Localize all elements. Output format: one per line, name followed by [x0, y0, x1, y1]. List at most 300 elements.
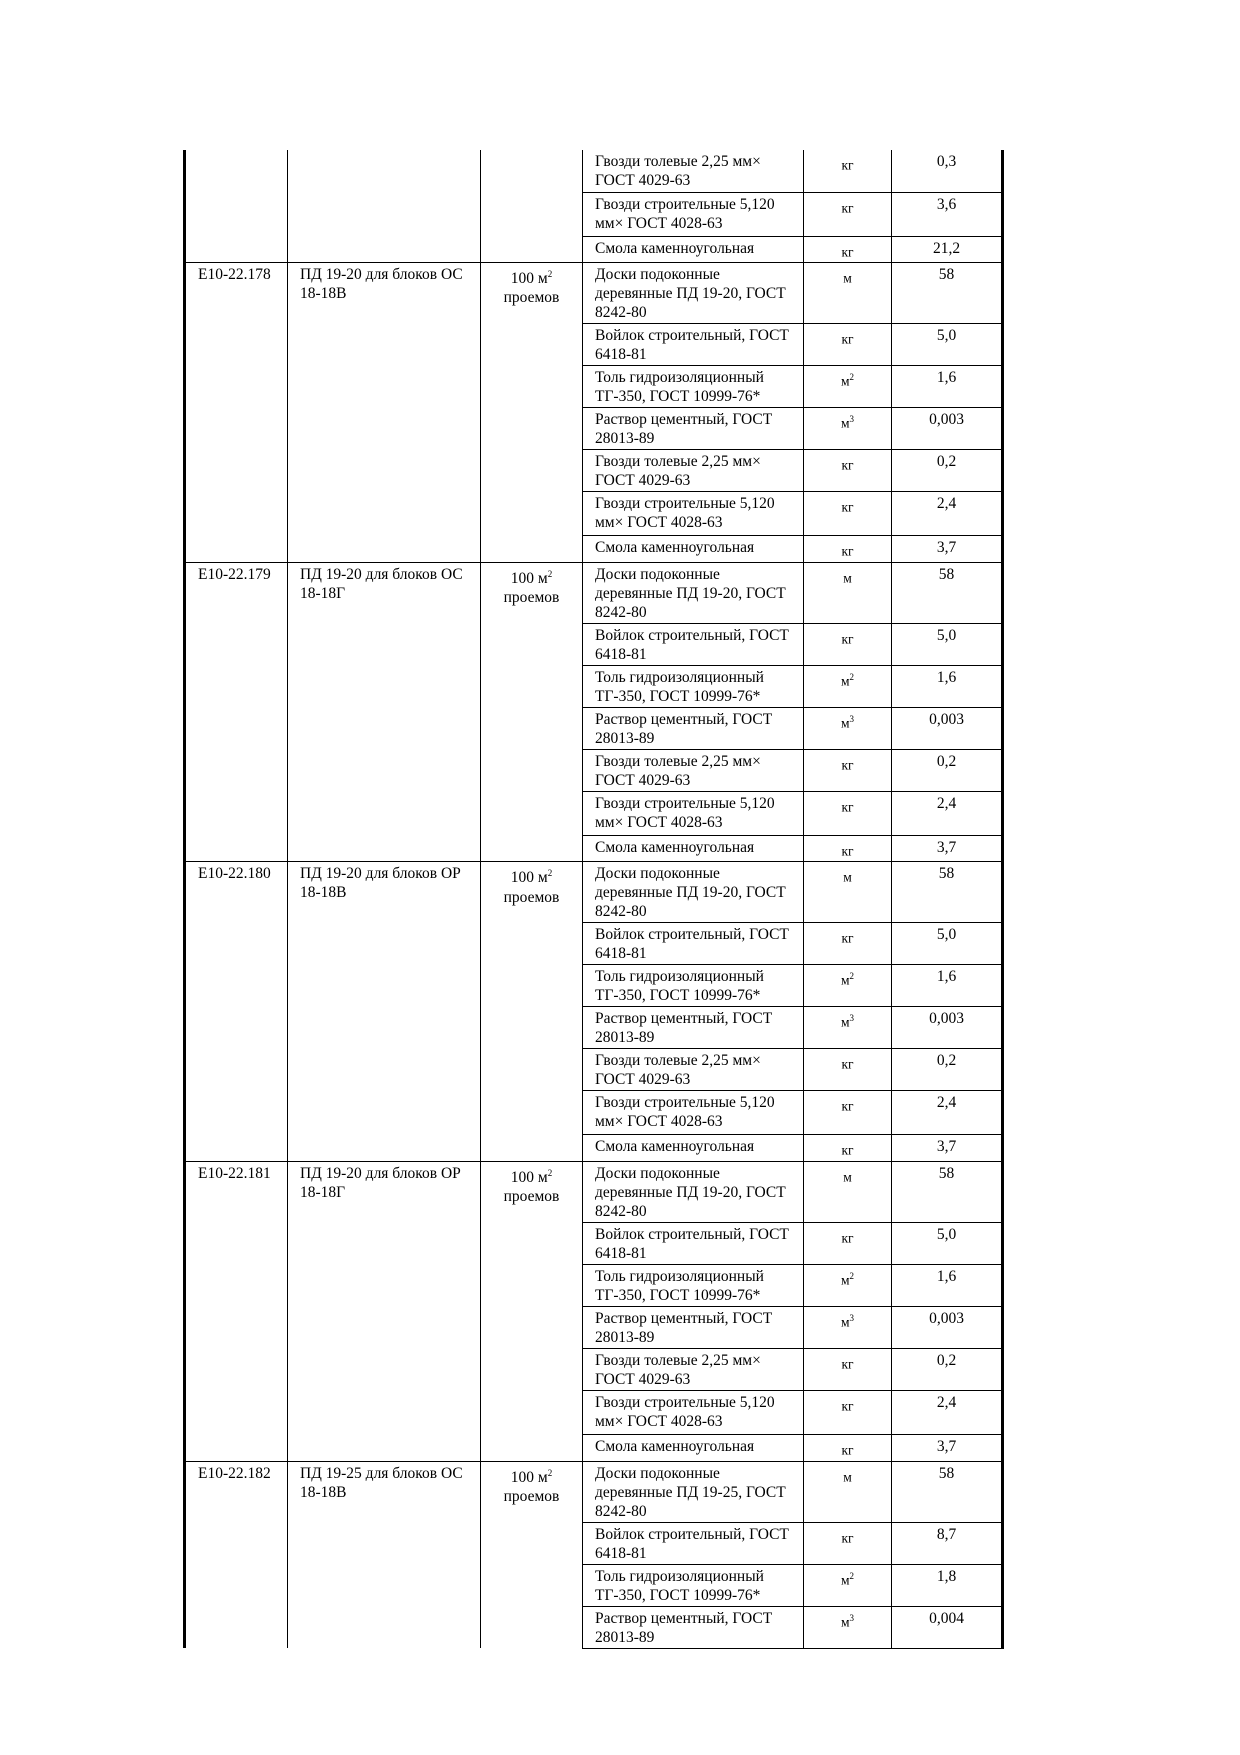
table-row: [185, 1349, 1003, 1391]
material-unit-cell: [804, 450, 892, 492]
material-unit-cell: [804, 835, 892, 862]
measure-unit-line2: проемов: [503, 588, 560, 606]
quantity-cell: [892, 791, 1003, 835]
work-name-cell: [288, 1307, 481, 1349]
quantity-cell: [892, 536, 1003, 563]
material-unit: м: [840, 1014, 850, 1030]
norm-code-cell: [185, 862, 288, 923]
norm-code-cell: [185, 450, 288, 492]
material-unit: кг: [841, 331, 854, 347]
material-unit: кг: [841, 200, 854, 215]
table-row: [185, 324, 1003, 366]
material-unit-cell: [804, 707, 892, 749]
table-row: [185, 835, 1003, 862]
work-name-cell: [288, 749, 481, 791]
material-name: Доски подоконные деревянные ПД 19-20, ГОСТ 8242-80: [595, 1165, 786, 1221]
work-name-cell: [288, 324, 481, 366]
quantity-cell: [892, 492, 1003, 536]
norm-code-cell: [185, 791, 288, 835]
material-cell: [583, 1349, 804, 1391]
table-row: [185, 1391, 1003, 1435]
quantity-cell: [892, 1461, 1003, 1522]
material-cell: [583, 749, 804, 791]
norm-code-cell: [185, 1461, 288, 1522]
table-row: [185, 965, 1003, 1007]
quantity-value: 0,3: [936, 153, 957, 170]
work-name-cell: [288, 1461, 481, 1522]
measure-unit-cell: [481, 1091, 583, 1135]
quantity-value: 0,003: [929, 1310, 964, 1328]
work-name-cell: [288, 492, 481, 536]
material-unit: м: [840, 972, 850, 988]
work-name-cell: [288, 1091, 481, 1135]
norm-code-cell: [185, 1522, 288, 1564]
work-name-cell: [288, 192, 481, 236]
norm-code-cell: [185, 1435, 288, 1462]
measure-unit-cell: [481, 1349, 583, 1391]
norm-code: Е10-22.180: [198, 865, 271, 883]
material-cell: [583, 1606, 804, 1648]
quantity-value: 2,4: [936, 794, 957, 812]
material-unit-cell: [804, 492, 892, 536]
material-unit-cell: [804, 1007, 892, 1049]
material-name: Доски подоконные деревянные ПД 19-20, ГОСТ 8242-80: [595, 865, 786, 921]
quantity-cell: [892, 192, 1003, 236]
norm-code-cell: [185, 623, 288, 665]
material-unit-sup: 2: [849, 671, 855, 682]
table-row: [185, 1564, 1003, 1606]
norm-code-cell: [185, 1049, 288, 1091]
quantity-value: 3,7: [936, 1438, 957, 1456]
quantity-cell: [892, 366, 1003, 408]
work-name-cell: [288, 707, 481, 749]
work-name-cell: [288, 862, 481, 923]
work-name-cell: [288, 1564, 481, 1606]
material-unit: кг: [841, 757, 854, 773]
quantity-value: 1,8: [936, 1567, 957, 1585]
quantity-cell: [892, 923, 1003, 965]
norm-code: Е10-22.182: [198, 1464, 271, 1482]
material-unit-cell: [804, 1461, 892, 1522]
table-row: [185, 1135, 1003, 1162]
work-name-cell: [288, 236, 481, 263]
material-name: Смола каменноугольная: [595, 838, 755, 856]
table-row: [185, 450, 1003, 492]
table-row: [185, 1265, 1003, 1307]
measure-unit-cell: [481, 562, 583, 623]
material-unit-cell: [804, 1135, 892, 1162]
material-unit: м: [843, 270, 852, 286]
norm-code-cell: [185, 965, 288, 1007]
material-cell: [583, 1049, 804, 1091]
quantity-cell: [892, 665, 1003, 707]
quantity-value: 1,6: [936, 668, 957, 686]
norm-code-cell: [185, 236, 288, 263]
material-name: Смола каменноугольная: [595, 1438, 755, 1456]
quantity-value: 58: [938, 1464, 955, 1482]
work-name-cell: [288, 1522, 481, 1564]
work-name-cell: [288, 263, 481, 324]
work-name-cell: [288, 1162, 481, 1223]
work-name-cell: [288, 1049, 481, 1091]
material-unit-cell: [804, 263, 892, 324]
table-row: [185, 1223, 1003, 1265]
norm-code-cell: [185, 324, 288, 366]
norm-code-cell: [185, 408, 288, 450]
material-name: Доски подоконные деревянные ПД 19-20, ГОСТ 8242-80: [595, 266, 786, 322]
material-name: Доски подоконные деревянные ПД 19-25, ГОСТ 8242-80: [595, 1464, 786, 1520]
material-unit: м: [840, 1614, 850, 1630]
material-unit-cell: [804, 665, 892, 707]
quantity-value: 5,0: [936, 926, 957, 944]
material-unit-sup: 2: [849, 372, 855, 383]
material-cell: [583, 791, 804, 835]
table-row: [185, 791, 1003, 835]
measure-unit-sup: 2: [547, 868, 553, 879]
work-name: ПД 19-25 для блоков ОС 18-18В: [300, 1464, 463, 1501]
material-name: Раствор цементный, ГОСТ 28013-89: [595, 710, 773, 747]
quantity-cell: [892, 749, 1003, 791]
material-name: Гвозди строительные 5,120 мм× ГОСТ 4028-63: [595, 495, 775, 532]
material-unit: кг: [841, 244, 854, 259]
material-cell: [583, 492, 804, 536]
norm-code-cell: [185, 1391, 288, 1435]
material-unit-cell: [804, 862, 892, 923]
material-cell: [583, 366, 804, 408]
material-unit-sup: 2: [849, 971, 855, 982]
norm-code-cell: [185, 1007, 288, 1049]
material-cell: [583, 236, 804, 263]
material-unit: кг: [841, 930, 854, 946]
quantity-cell: [892, 1162, 1003, 1223]
material-unit-cell: [804, 1522, 892, 1564]
material-cell: [583, 1522, 804, 1564]
material-unit: м: [843, 1469, 852, 1485]
material-cell: [583, 324, 804, 366]
material-unit-cell: [804, 236, 892, 263]
measure-unit-sup: 2: [547, 568, 553, 579]
table-row: [185, 1307, 1003, 1349]
work-name: ПД 19-20 для блоков ОР 18-18Г: [300, 1165, 461, 1202]
material-unit: м: [843, 1169, 852, 1185]
work-name-cell: [288, 1606, 481, 1648]
table-row: [185, 492, 1003, 536]
work-name-cell: [288, 408, 481, 450]
measure-unit: 100 м: [510, 1468, 548, 1486]
work-name-cell: [288, 450, 481, 492]
table-row: [185, 236, 1003, 263]
measure-unit-line2: проемов: [503, 1188, 560, 1206]
measure-unit-cell: [481, 623, 583, 665]
material-unit-cell: [804, 150, 892, 192]
quantity-cell: [892, 862, 1003, 923]
material-cell: [583, 707, 804, 749]
quantity-value: 2,4: [936, 495, 957, 513]
measure-unit-cell: [481, 1522, 583, 1564]
material-cell: [583, 192, 804, 236]
table-row: [185, 749, 1003, 791]
material-unit: кг: [841, 1356, 854, 1372]
measure-unit-line2: проемов: [503, 888, 560, 906]
measure-unit: 100 м: [510, 1169, 548, 1187]
work-name-cell: [288, 150, 481, 192]
table-row: [185, 1606, 1003, 1648]
table-row: [185, 1461, 1003, 1522]
quantity-cell: [892, 1049, 1003, 1091]
material-name: Гвозди толевые 2,25 мм× ГОСТ 4029-63: [595, 453, 761, 490]
table-row: [185, 1007, 1003, 1049]
work-name-cell: [288, 965, 481, 1007]
norm-code-cell: [185, 1091, 288, 1135]
material-unit: кг: [841, 1142, 854, 1158]
material-unit: м: [843, 570, 852, 586]
quantity-value: 58: [938, 1165, 955, 1183]
measure-unit-cell: [481, 965, 583, 1007]
material-name: Гвозди толевые 2,25 мм× ГОСТ 4029-63: [595, 1052, 761, 1089]
material-unit: кг: [841, 843, 854, 859]
measure-unit-cell: [481, 862, 583, 923]
norm-code: Е10-22.178: [198, 266, 271, 284]
material-name: Гвозди толевые 2,25 мм× ГОСТ 4029-63: [595, 1352, 761, 1389]
quantity-cell: [892, 1435, 1003, 1462]
table-row: [185, 408, 1003, 450]
norm-code-cell: [185, 1564, 288, 1606]
table-row: [185, 923, 1003, 965]
material-cell: [583, 536, 804, 563]
work-name: ПД 19-20 для блоков ОР 18-18В: [300, 865, 461, 902]
norms-table: [183, 150, 1004, 1649]
material-name: Смола каменноугольная: [595, 539, 755, 557]
quantity-value: 1,6: [936, 968, 957, 986]
material-name: Смола каменноугольная: [595, 239, 755, 257]
quantity-cell: [892, 1564, 1003, 1606]
material-name: Доски подоконные деревянные ПД 19-20, ГОСТ 8242-80: [595, 565, 786, 621]
table-row: [185, 1162, 1003, 1223]
quantity-value: 3,7: [936, 838, 957, 856]
measure-unit-cell: [481, 665, 583, 707]
table-row: [185, 150, 1003, 192]
quantity-value: 3,7: [936, 1138, 957, 1156]
quantity-cell: [892, 408, 1003, 450]
table-row: [185, 366, 1003, 408]
quantity-value: 5,0: [936, 1226, 957, 1244]
table-row: [185, 665, 1003, 707]
measure-unit-cell: [481, 263, 583, 324]
quantity-cell: [892, 150, 1003, 192]
measure-unit-cell: [481, 1564, 583, 1606]
quantity-cell: [892, 1007, 1003, 1049]
work-name-cell: [288, 1265, 481, 1307]
material-unit-cell: [804, 324, 892, 366]
material-unit-cell: [804, 1391, 892, 1435]
quantity-value: 0,003: [929, 1010, 964, 1028]
material-cell: [583, 263, 804, 324]
measure-unit-cell: [481, 749, 583, 791]
quantity-value: 0,004: [929, 1609, 964, 1627]
norm-code-cell: [185, 665, 288, 707]
material-cell: [583, 562, 804, 623]
material-name: Войлок строительный, ГОСТ 6418-81: [595, 626, 789, 663]
material-unit: кг: [841, 1530, 854, 1546]
measure-unit-line2: проемов: [503, 289, 560, 307]
measure-unit: 100 м: [510, 270, 548, 288]
measure-unit-cell: [481, 1135, 583, 1162]
material-cell: [583, 1461, 804, 1522]
norm-code-cell: [185, 263, 288, 324]
quantity-cell: [892, 1223, 1003, 1265]
material-unit-cell: [804, 965, 892, 1007]
measure-unit-cell: [481, 1049, 583, 1091]
material-unit-cell: [804, 1349, 892, 1391]
material-name: Толь гидроизоляционный ТГ-350, ГОСТ 10999-76*: [595, 1567, 764, 1604]
material-cell: [583, 1135, 804, 1162]
material-unit-cell: [804, 1307, 892, 1349]
quantity-value: 0,2: [936, 752, 957, 770]
material-unit-cell: [804, 1435, 892, 1462]
measure-unit-sup: 2: [547, 1467, 553, 1478]
norm-code-cell: [185, 923, 288, 965]
material-unit: кг: [841, 631, 854, 647]
work-name-cell: [288, 1349, 481, 1391]
material-name: Раствор цементный, ГОСТ 28013-89: [595, 1010, 773, 1047]
work-name-cell: [288, 1391, 481, 1435]
norm-code-cell: [185, 1349, 288, 1391]
work-name-cell: [288, 791, 481, 835]
quantity-value: 5,0: [936, 327, 957, 345]
material-name: Раствор цементный, ГОСТ 28013-89: [595, 411, 773, 448]
quantity-value: 1,6: [936, 369, 957, 387]
table-row: [185, 536, 1003, 563]
measure-unit-cell: [481, 1435, 583, 1462]
material-unit: кг: [841, 457, 854, 473]
measure-unit-cell: [481, 408, 583, 450]
norm-code-cell: [185, 1223, 288, 1265]
material-unit-cell: [804, 562, 892, 623]
table-row: [185, 562, 1003, 623]
quantity-value: 58: [938, 565, 955, 583]
material-unit-sup: 2: [849, 1570, 855, 1581]
quantity-value: 5,0: [936, 626, 957, 644]
material-cell: [583, 862, 804, 923]
material-unit: кг: [841, 1098, 854, 1114]
table-row: [185, 1522, 1003, 1564]
material-unit-cell: [804, 1564, 892, 1606]
quantity-cell: [892, 1307, 1003, 1349]
quantity-cell: [892, 1091, 1003, 1135]
material-unit-cell: [804, 366, 892, 408]
work-name-cell: [288, 562, 481, 623]
quantity-cell: [892, 450, 1003, 492]
material-unit-sup: 3: [849, 414, 855, 425]
measure-unit-line2: проемов: [503, 1487, 560, 1505]
measure-unit-cell: [481, 1461, 583, 1522]
quantity-value: 2,4: [936, 1094, 957, 1112]
material-name: Гвозди строительные 5,120 мм× ГОСТ 4028-63: [595, 794, 775, 831]
material-name: Войлок строительный, ГОСТ 6418-81: [595, 926, 789, 963]
quantity-value: 3,7: [936, 539, 957, 557]
measure-unit-cell: [481, 1265, 583, 1307]
material-cell: [583, 1162, 804, 1223]
material-cell: [583, 1223, 804, 1265]
quantity-value: 3,6: [936, 195, 957, 213]
norm-code: Е10-22.179: [198, 565, 271, 583]
work-name-cell: [288, 835, 481, 862]
quantity-value: 0,2: [936, 1352, 957, 1370]
norm-code-cell: [185, 1307, 288, 1349]
norm-code-cell: [185, 492, 288, 536]
material-name: Войлок строительный, ГОСТ 6418-81: [595, 1525, 789, 1562]
quantity-cell: [892, 835, 1003, 862]
measure-unit-sup: 2: [547, 269, 553, 280]
norm-code-cell: [185, 150, 288, 192]
quantity-cell: [892, 1349, 1003, 1391]
measure-unit-cell: [481, 923, 583, 965]
table-row: [185, 192, 1003, 236]
material-unit-cell: [804, 923, 892, 965]
material-name: Гвозди толевые 2,25 мм× ГОСТ 4029-63: [595, 153, 761, 189]
material-unit: кг: [841, 157, 854, 173]
work-name-cell: [288, 1435, 481, 1462]
norm-code-cell: [185, 536, 288, 563]
material-unit-sup: 3: [849, 713, 855, 724]
material-name: Гвозди строительные 5,120 мм× ГОСТ 4028-63: [595, 195, 775, 232]
material-unit: кг: [841, 1230, 854, 1246]
material-unit-cell: [804, 749, 892, 791]
table-row: [185, 623, 1003, 665]
material-unit-cell: [804, 408, 892, 450]
quantity-cell: [892, 1522, 1003, 1564]
material-unit: кг: [841, 799, 854, 815]
work-name-cell: [288, 923, 481, 965]
measure-unit-cell: [481, 707, 583, 749]
quantity-value: 1,6: [936, 1268, 957, 1286]
material-unit: м: [840, 1572, 850, 1588]
work-name-cell: [288, 1007, 481, 1049]
material-unit-cell: [804, 623, 892, 665]
measure-unit-cell: [481, 1307, 583, 1349]
material-unit: м: [840, 673, 850, 689]
quantity-cell: [892, 562, 1003, 623]
work-name-cell: [288, 1135, 481, 1162]
material-name: Толь гидроизоляционный ТГ-350, ГОСТ 10999-76*: [595, 968, 764, 1005]
material-unit: м: [840, 373, 850, 389]
norm-code: Е10-22.181: [198, 1165, 271, 1183]
material-unit-sup: 3: [849, 1013, 855, 1024]
norms-table-body: [185, 150, 1003, 1648]
material-unit-cell: [804, 1265, 892, 1307]
measure-unit-cell: [481, 366, 583, 408]
material-unit-cell: [804, 791, 892, 835]
material-unit-cell: [804, 1606, 892, 1648]
quantity-cell: [892, 324, 1003, 366]
norm-code-cell: [185, 366, 288, 408]
quantity-value: 0,2: [936, 453, 957, 471]
work-name-cell: [288, 536, 481, 563]
measure-unit-cell: [481, 1007, 583, 1049]
quantity-cell: [892, 1135, 1003, 1162]
material-name: Толь гидроизоляционный ТГ-350, ГОСТ 10999-76*: [595, 668, 764, 705]
material-cell: [583, 1091, 804, 1135]
material-cell: [583, 623, 804, 665]
material-unit-sup: 3: [849, 1313, 855, 1324]
material-name: Раствор цементный, ГОСТ 28013-89: [595, 1609, 773, 1646]
measure-unit-cell: [481, 791, 583, 835]
quantity-cell: [892, 263, 1003, 324]
material-cell: [583, 1307, 804, 1349]
material-name: Гвозди строительные 5,120 мм× ГОСТ 4028-63: [595, 1094, 775, 1131]
measure-unit-cell: [481, 492, 583, 536]
material-cell: [583, 450, 804, 492]
